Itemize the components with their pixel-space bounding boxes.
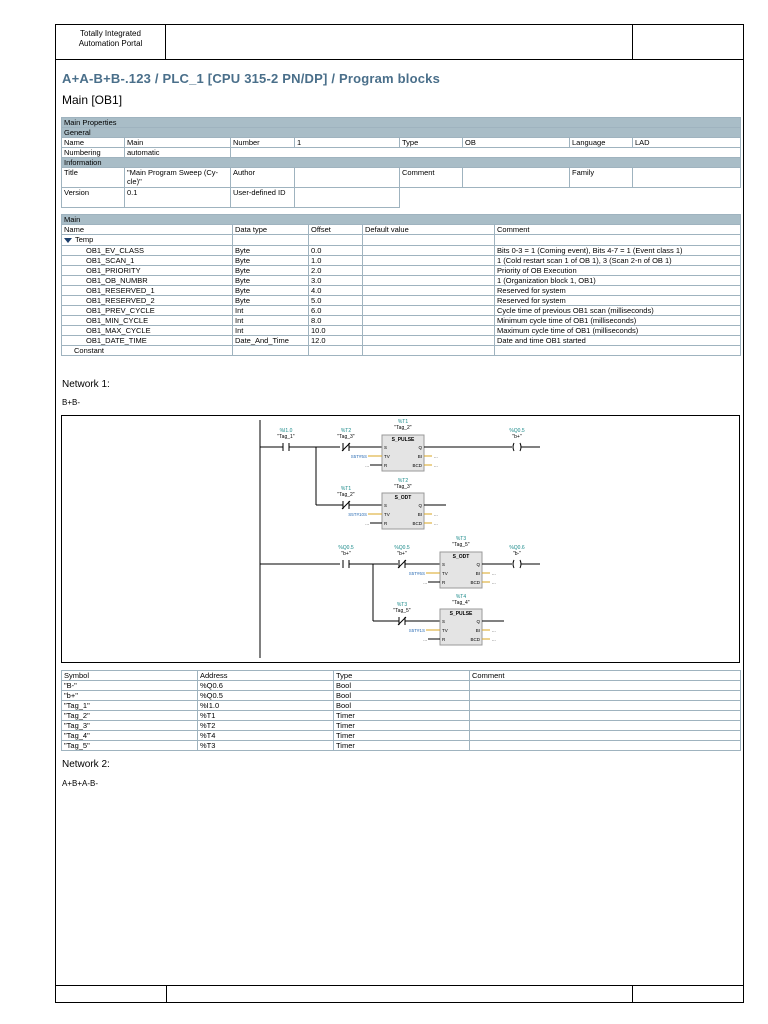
- var-default: [363, 276, 495, 286]
- sym-address: %T2: [198, 721, 334, 731]
- var-offset: 5.0: [309, 296, 363, 306]
- pin-q: Q: [418, 445, 422, 450]
- title-label: Title: [62, 168, 125, 188]
- block-tag: "Tag_3": [394, 484, 412, 490]
- col-comment-header: Comment: [495, 225, 741, 235]
- pin-s: S: [442, 562, 446, 567]
- contact-tag: "Tag_2": [337, 492, 355, 498]
- user-defined-id-label: User-defined ID: [231, 188, 295, 208]
- block-address: %T4: [455, 594, 467, 600]
- var-default: [363, 316, 495, 326]
- var-datatype: Date_And_Time: [233, 336, 309, 346]
- sym-comment: [470, 681, 741, 691]
- tv-value: S5T#6S: [408, 571, 425, 576]
- pin-tv: TV: [442, 628, 448, 633]
- var-name: OB1_RESERVED_1: [62, 286, 233, 296]
- table-row: [62, 276, 741, 286]
- pin-bi: BI: [417, 454, 422, 459]
- table-row: [62, 296, 741, 306]
- address-header: Address: [198, 671, 334, 681]
- pin-r: R: [384, 521, 388, 526]
- contact-address: %Q0.5: [338, 545, 354, 551]
- version-filler: [400, 188, 741, 208]
- coil-left: [513, 560, 514, 568]
- var-offset: 1.0: [309, 256, 363, 266]
- coil-right: [520, 560, 521, 568]
- contact-tag1[interactable]: [277, 428, 294, 451]
- pin-bi: BI: [417, 512, 422, 517]
- col-datatype-header: Data type: [233, 225, 309, 235]
- var-offset: 4.0: [309, 286, 363, 296]
- var-default: [363, 256, 495, 266]
- symbol-header: Symbol: [62, 671, 198, 681]
- temp-cell: [363, 235, 495, 246]
- table-row: [62, 711, 741, 721]
- var-offset: 12.0: [309, 336, 363, 346]
- ladder-diagram: [61, 415, 740, 663]
- sym-comment: [470, 731, 741, 741]
- collapse-triangle-icon[interactable]: [64, 238, 72, 243]
- coil-tag: "b-": [513, 551, 521, 557]
- block-type: S_PULSE: [391, 437, 415, 443]
- coil-b-minus[interactable]: [509, 545, 525, 568]
- interface-section: Main: [62, 215, 741, 225]
- col-offset-header: Offset: [309, 225, 363, 235]
- var-comment: Minimum cycle time of OB1 (milliseconds): [495, 316, 741, 326]
- table-row: [62, 741, 741, 751]
- var-default: [363, 286, 495, 296]
- r-dots: ...: [365, 463, 369, 468]
- var-datatype: Byte: [233, 286, 309, 296]
- table-row: [62, 691, 741, 701]
- var-comment: Date and time OB1 started: [495, 336, 741, 346]
- title-value: "Main Program Sweep (Cy-cle)": [125, 168, 231, 188]
- sym-comment: [470, 711, 741, 721]
- contact-address: %Q0.5: [394, 545, 410, 551]
- bi-dots: ...: [492, 571, 496, 576]
- network1-title: Network 1:: [62, 379, 110, 390]
- network2-title: Network 2:: [62, 759, 110, 770]
- pin-bcd: BCD: [412, 521, 422, 526]
- var-name: OB1_RESERVED_2: [62, 296, 233, 306]
- sym-comment: [470, 691, 741, 701]
- sym-type: Bool: [334, 691, 470, 701]
- var-datatype: Byte: [233, 296, 309, 306]
- var-default: [363, 336, 495, 346]
- constant-cell: [363, 346, 495, 356]
- coil-address: %Q0.6: [509, 545, 525, 551]
- var-datatype: Int: [233, 306, 309, 316]
- pin-bcd: BCD: [470, 580, 480, 585]
- pin-bi: BI: [475, 571, 480, 576]
- block-type: S_ODT: [452, 554, 470, 560]
- var-default: [363, 266, 495, 276]
- bi-dots: ...: [492, 628, 496, 633]
- pin-tv: TV: [384, 454, 390, 459]
- table-row: [62, 336, 741, 346]
- var-offset: 8.0: [309, 316, 363, 326]
- block-tag: "Tag_4": [452, 600, 470, 606]
- var-default: [363, 246, 495, 256]
- var-comment: Reserved for system: [495, 296, 741, 306]
- sym-type: Bool: [334, 701, 470, 711]
- pin-tv: TV: [384, 512, 390, 517]
- interface-table: [61, 214, 741, 356]
- pin-q: Q: [418, 503, 422, 508]
- network2-comment: A+B+A-B-: [62, 779, 99, 788]
- sym-address: %T3: [198, 741, 334, 751]
- contact-tag: "Tag_3": [337, 434, 355, 440]
- var-datatype: Byte: [233, 276, 309, 286]
- type-label: Type: [400, 138, 463, 148]
- pin-bcd: BCD: [470, 637, 480, 642]
- var-offset: 3.0: [309, 276, 363, 286]
- table-row: [62, 256, 741, 266]
- sym-symbol: "Tag_2": [62, 711, 198, 721]
- contact-tag3-nc[interactable]: [337, 428, 354, 451]
- var-offset: 10.0: [309, 326, 363, 336]
- sym-type: Timer: [334, 711, 470, 721]
- table-row: [62, 286, 741, 296]
- contact-b-plus-nc[interactable]: [394, 545, 410, 568]
- block-type: S_ODT: [394, 495, 412, 501]
- tv-value: S5T#5S: [350, 454, 367, 459]
- var-name: OB1_EV_CLASS: [62, 246, 233, 256]
- contact-tag: "b+": [341, 551, 351, 557]
- name-value: Main: [125, 138, 231, 148]
- variable-rows: [62, 246, 741, 346]
- pin-r: R: [384, 463, 388, 468]
- coil-right: [520, 443, 521, 451]
- header-middle-cell: [166, 25, 633, 59]
- var-datatype: Byte: [233, 246, 309, 256]
- pin-s: S: [384, 503, 388, 508]
- contact-tag: "Tag_1": [277, 434, 295, 440]
- sym-address: %T4: [198, 731, 334, 741]
- var-datatype: Byte: [233, 266, 309, 276]
- comment-label: Comment: [400, 168, 463, 188]
- sym-symbol: "Tag_5": [62, 741, 198, 751]
- tv-value: S5T#10S: [348, 512, 367, 517]
- contact-tag: "Tag_5": [393, 608, 411, 614]
- page-title: A+A-B+B-.123 / PLC_1 [CPU 315-2 PN/DP] / Program blocks: [62, 71, 441, 86]
- timer-block-t3[interactable]: [409, 536, 496, 588]
- pin-bcd: BCD: [412, 463, 422, 468]
- block-address: %T2: [397, 478, 409, 484]
- number-label: Number: [231, 138, 295, 148]
- pin-q: Q: [476, 562, 480, 567]
- contact-tag5-nc[interactable]: [393, 602, 410, 625]
- block-tag: "Tag_2": [394, 425, 412, 431]
- type-header: Type: [334, 671, 470, 681]
- contact-b-plus[interactable]: [338, 545, 354, 568]
- r-dots: ...: [423, 580, 427, 585]
- constant-cell: [309, 346, 363, 356]
- table-row: [62, 326, 741, 336]
- var-default: [363, 296, 495, 306]
- coil-b-plus[interactable]: [509, 428, 525, 451]
- var-name: OB1_SCAN_1: [62, 256, 233, 266]
- coil-tag: "b+": [512, 434, 522, 440]
- constant-row: Constant: [62, 346, 233, 356]
- var-datatype: Byte: [233, 256, 309, 266]
- author-value: [295, 168, 400, 188]
- block-type: S_PULSE: [449, 611, 473, 617]
- block-address: %T3: [455, 536, 467, 542]
- author-label: Author: [231, 168, 295, 188]
- pin-s: S: [442, 619, 446, 624]
- col-name-header: Name: [62, 225, 233, 235]
- block-address: %T1: [397, 419, 409, 425]
- var-comment: Cycle time of previous OB1 scan (milliseconds): [495, 306, 741, 316]
- sym-symbol: "B-": [62, 681, 198, 691]
- contact-address: %T2: [340, 428, 352, 434]
- user-defined-id-value: [295, 188, 400, 208]
- var-comment: Reserved for system: [495, 286, 741, 296]
- var-comment: Bits 0-3 = 1 (Coming event), Bits 4-7 = 1 (Event class 1): [495, 246, 741, 256]
- pin-r: R: [442, 580, 446, 585]
- sym-symbol: "Tag_4": [62, 731, 198, 741]
- contact-address: %I1.0: [279, 428, 293, 434]
- table-row: [62, 731, 741, 741]
- footer-middle-cell: [167, 986, 633, 1002]
- language-value: LAD: [633, 138, 741, 148]
- timer-block-t4[interactable]: [409, 594, 496, 645]
- sym-comment: [470, 741, 741, 751]
- table-row: [62, 701, 741, 711]
- sym-type: Timer: [334, 741, 470, 751]
- var-offset: 0.0: [309, 246, 363, 256]
- var-name: OB1_PREV_CYCLE: [62, 306, 233, 316]
- header-logo-cell: [56, 25, 166, 59]
- contact-tag: "b+": [397, 551, 407, 557]
- table-row: [62, 316, 741, 326]
- temp-cell: [495, 235, 741, 246]
- constant-cell: [233, 346, 309, 356]
- sym-address: %I1.0: [198, 701, 334, 711]
- footer-left-cell: [56, 986, 167, 1002]
- var-datatype: Int: [233, 316, 309, 326]
- number-value: 1: [295, 138, 400, 148]
- numbering-filler: [231, 148, 741, 158]
- sym-comment: [470, 721, 741, 731]
- version-value: 0.1: [125, 188, 231, 208]
- table-row: [62, 246, 741, 256]
- timer-block-t1[interactable]: [351, 419, 438, 471]
- bcd-dots: ...: [492, 580, 496, 585]
- header-right-cell: [633, 25, 743, 59]
- coil-address: %Q0.5: [509, 428, 525, 434]
- sym-type: Bool: [334, 681, 470, 691]
- numbering-label: Numbering: [62, 148, 125, 158]
- bcd-dots: ...: [492, 637, 496, 642]
- table-row: [62, 721, 741, 731]
- var-name: OB1_OB_NUMBR: [62, 276, 233, 286]
- comment-value: [463, 168, 570, 188]
- var-offset: 6.0: [309, 306, 363, 316]
- pin-r: R: [442, 637, 446, 642]
- table-row: [62, 306, 741, 316]
- sym-type: Timer: [334, 731, 470, 741]
- ladder-svg: [62, 416, 739, 662]
- var-comment: 1 (Organization block 1, OB1): [495, 276, 741, 286]
- temp-cell: [309, 235, 363, 246]
- contact-address: %T1: [340, 486, 352, 492]
- var-name: OB1_MAX_CYCLE: [62, 326, 233, 336]
- var-name: OB1_PRIORITY: [62, 266, 233, 276]
- report-page: [55, 24, 744, 1003]
- var-datatype: Int: [233, 326, 309, 336]
- bcd-dots: ...: [434, 463, 438, 468]
- temp-label: Temp: [75, 235, 94, 244]
- sym-symbol: "b+": [62, 691, 198, 701]
- var-default: [363, 326, 495, 336]
- constant-cell: [495, 346, 741, 356]
- col-default-header: Default value: [363, 225, 495, 235]
- var-default: [363, 306, 495, 316]
- language-label: Language: [570, 138, 633, 148]
- table-row: [62, 266, 741, 276]
- symbol-table: [61, 670, 741, 751]
- page-header: [56, 25, 743, 60]
- properties-section: Main Properties: [62, 118, 741, 128]
- sym-symbol: "Tag_1": [62, 701, 198, 711]
- properties-table: [61, 117, 741, 208]
- pin-bi: BI: [475, 628, 480, 633]
- r-dots: ...: [365, 521, 369, 526]
- sym-address: %T1: [198, 711, 334, 721]
- name-label: Name: [62, 138, 125, 148]
- contact-address: %T3: [396, 602, 408, 608]
- family-value: [633, 168, 741, 188]
- header-line2: Automation Portal: [78, 39, 143, 48]
- var-name: OB1_DATE_TIME: [62, 336, 233, 346]
- temp-cell: [233, 235, 309, 246]
- bi-dots: ...: [434, 512, 438, 517]
- comment-header: Comment: [470, 671, 741, 681]
- var-offset: 2.0: [309, 266, 363, 276]
- temp-row[interactable]: [62, 235, 233, 246]
- type-value: OB: [463, 138, 570, 148]
- symbol-rows: [62, 681, 741, 751]
- var-name: OB1_MIN_CYCLE: [62, 316, 233, 326]
- sym-address: %Q0.6: [198, 681, 334, 691]
- network1-comment: B+B-: [62, 398, 81, 407]
- pin-tv: TV: [442, 571, 448, 576]
- tv-value: S5T#1S: [408, 628, 425, 633]
- contact-tag2-nc[interactable]: [337, 486, 354, 509]
- information-section: Information: [62, 158, 741, 168]
- block-subtitle: Main [OB1]: [62, 93, 123, 107]
- timer-block-t2[interactable]: [348, 478, 438, 529]
- r-dots: ...: [423, 637, 427, 642]
- sym-comment: [470, 701, 741, 711]
- var-comment: Priority of OB Execution: [495, 266, 741, 276]
- bi-dots: ...: [434, 454, 438, 459]
- numbering-value: automatic: [125, 148, 231, 158]
- var-comment: 1 (Cold restart scan 1 of OB 1), 3 (Scan 2-n of OB 1): [495, 256, 741, 266]
- block-tag: "Tag_5": [452, 542, 470, 548]
- coil-left: [513, 443, 514, 451]
- version-label: Version: [62, 188, 125, 208]
- family-label: Family: [570, 168, 633, 188]
- header-line1: Totally Integrated: [80, 29, 141, 38]
- sym-address: %Q0.5: [198, 691, 334, 701]
- pin-s: S: [384, 445, 388, 450]
- footer-right-cell: [633, 986, 743, 1002]
- page-footer: [56, 985, 743, 1002]
- sym-symbol: "Tag_3": [62, 721, 198, 731]
- general-section: General: [62, 128, 741, 138]
- table-row: [62, 681, 741, 691]
- var-comment: Maximum cycle time of OB1 (milliseconds): [495, 326, 741, 336]
- pin-q: Q: [476, 619, 480, 624]
- bcd-dots: ...: [434, 521, 438, 526]
- sym-type: Timer: [334, 721, 470, 731]
